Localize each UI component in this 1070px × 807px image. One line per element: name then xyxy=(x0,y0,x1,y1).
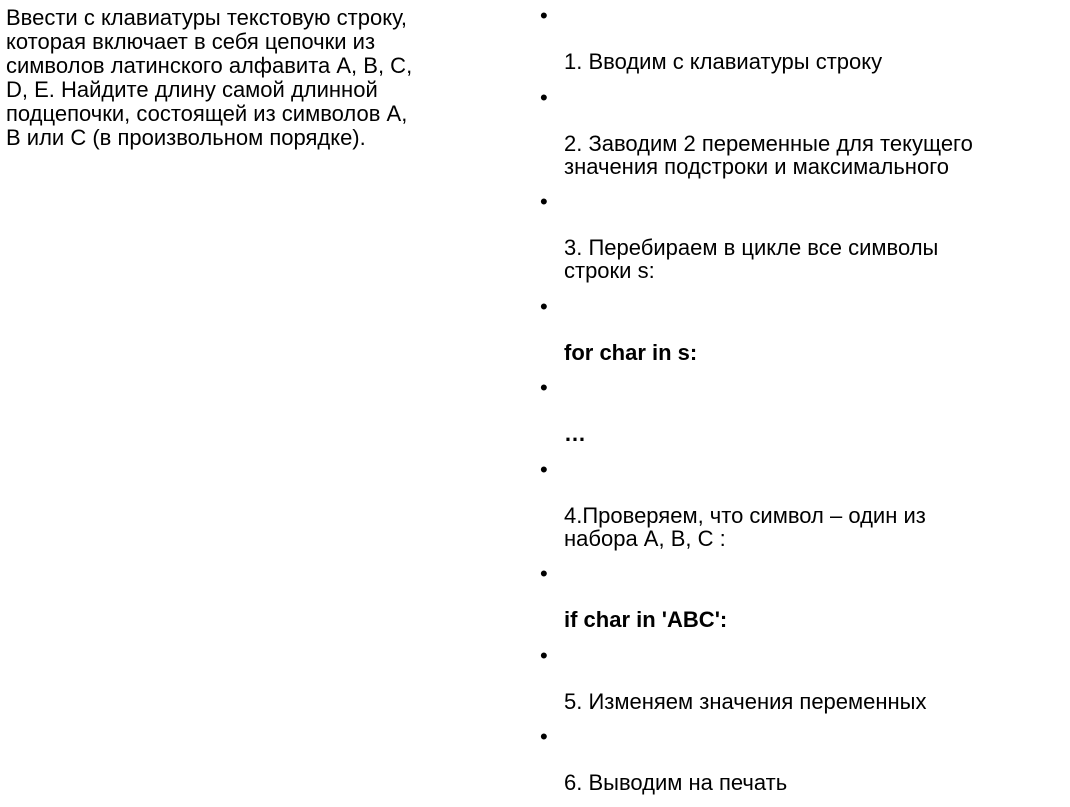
step-item-ellipsis xyxy=(536,376,1066,445)
step-item-5 xyxy=(536,644,1066,713)
step-text: 4.Проверяем, что символ – один из набора A, B, C : xyxy=(564,502,926,551)
step-text: 6. Выводим на печать xyxy=(564,770,788,795)
step-item-2 xyxy=(536,86,1066,178)
bullet-icon: • xyxy=(540,561,548,586)
bullet-icon: • xyxy=(540,724,548,749)
bullet-icon: • xyxy=(540,293,548,319)
step-text: 5. Изменяем значения переменных xyxy=(564,688,927,714)
step-text: 3. Перебираем в цикле все символы строки s: xyxy=(564,235,939,283)
bullet-icon: • xyxy=(540,375,548,400)
bullet-icon: • xyxy=(540,189,548,214)
code-line: if char in 'ABC': xyxy=(564,607,728,632)
code-line: for char in s: xyxy=(564,339,698,365)
code-line: … xyxy=(564,421,586,446)
bullet-icon: • xyxy=(540,3,548,28)
step-item-4 xyxy=(536,458,1066,550)
bullet-icon: • xyxy=(540,642,548,668)
step-item-1 xyxy=(536,4,1066,73)
step-item-code-for xyxy=(536,295,1066,364)
bullet-icon: • xyxy=(540,456,548,482)
step-item-code-if xyxy=(536,562,1066,631)
steps-list xyxy=(536,4,1066,807)
bullet-icon: • xyxy=(540,84,548,110)
step-text: 1. Вводим с клавиатуры строку xyxy=(564,49,883,74)
step-item-6 xyxy=(536,725,1066,794)
task-description: Ввести с клавиатуры текстовую строку, которая включает в себя цепочки из символов латинского алфавита A, B, C, D, E. Найдите длину самой длинной подцепочки, состоящей из символов A, B или C (в произвольном порядке). xyxy=(6,5,413,150)
step-item-3 xyxy=(536,190,1066,282)
step-text: 2. Заводим 2 переменные для текущего значения подстроки и максимального xyxy=(564,130,973,179)
